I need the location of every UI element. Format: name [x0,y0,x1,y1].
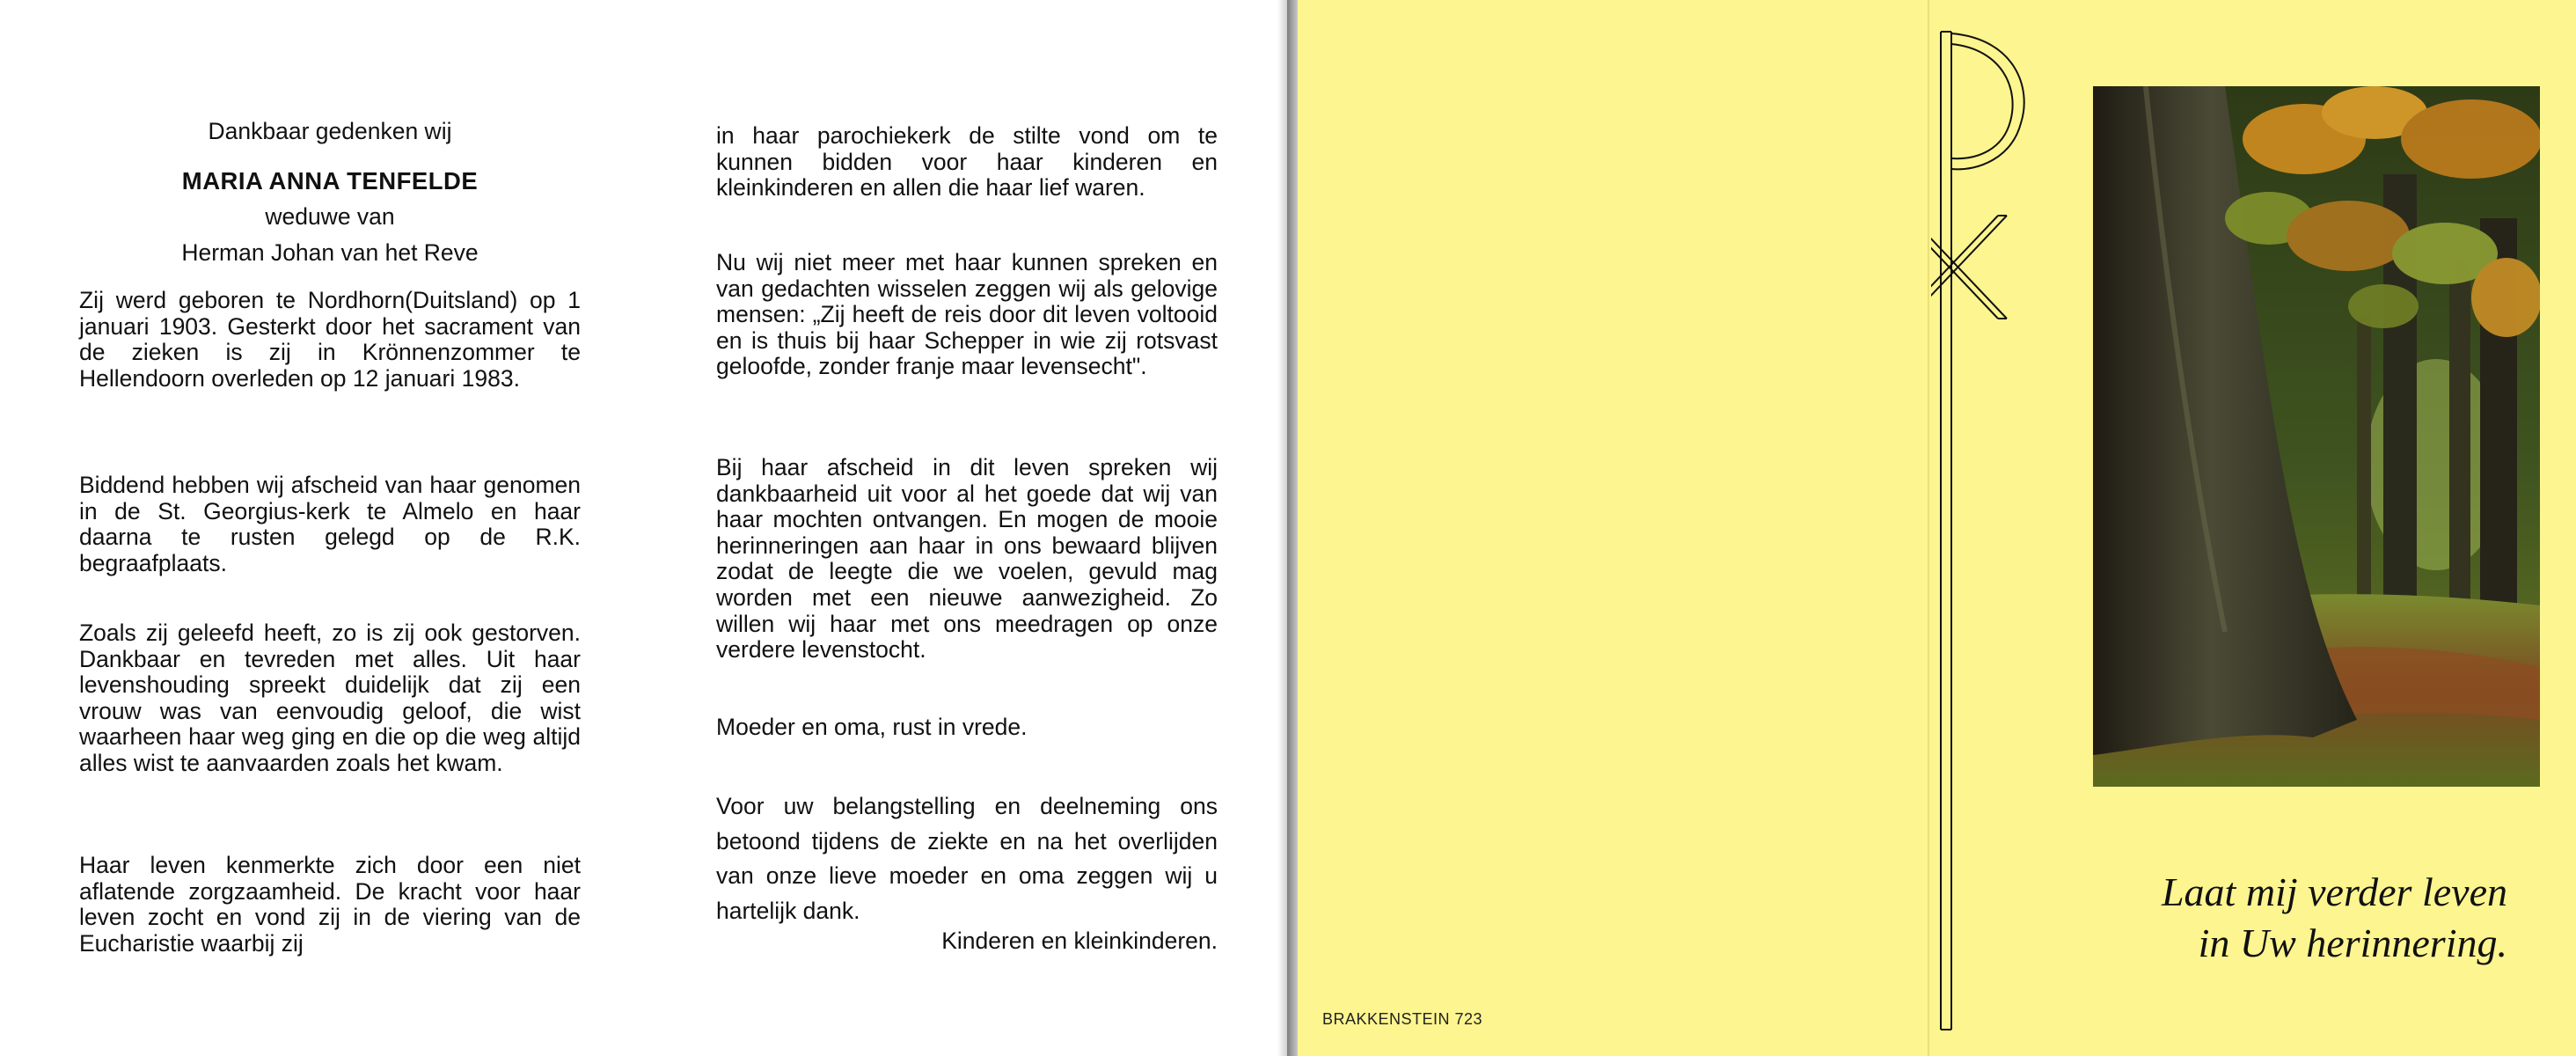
card-divider [1287,0,1298,1056]
verse-line-2: in Uw herinnering. [2198,920,2507,965]
spouse-name: Herman Johan van het Reve [181,239,479,266]
rest-in-peace-text: Moeder en oma, rust in vrede. [716,714,1028,740]
church-paragraph: in haar parochiekerk de stilte vond om te kunnen bidden voor haar kinderen en kleinkinderen en allen die haar lief waren. [716,122,1218,202]
intro-text: Dankbaar gedenken wij [208,118,452,144]
gratitude-paragraph: Bij haar afscheid in dit leven spreken wij dankbaarheid uit voor al het goede dat wij van haar mochten ontvangen. En mogen de mooie herinneringen aan haar in ons bewaard blijven zodat de leegte die we voelen, gevuld mag worden met een nieuwe aanwezigheid. Zo willen wij haar met ons meedragen op onze verdere levenstocht. [716,454,1218,664]
cover-page [1298,0,2576,1056]
publisher-code: BRAKKENSTEIN 723 [1322,1010,1483,1028]
thanks-paragraph: Voor uw belangstelling en deelneming ons betoond tijdens de ziekte en na het overlijden van onze lieve moeder en oma zeggen wij u hartelijk dank. [716,793,1218,924]
birth-death-paragraph: Zij werd geboren te Nordhorn(Duitsland) op 1 januari 1903. Gesterkt door het sacrament van de zieken is zij in Krönnenzommer te Hellendoorn overleden op 12 januari 1983. [79,287,581,392]
forest-trees-autumn-photo [2093,86,2540,787]
memorial-verse [1966,867,2507,969]
signature-text: Kinderen en kleinkinderen. [941,928,1218,954]
inside-page [0,0,1287,1056]
funeral-paragraph: Biddend hebben wij afscheid van haar genomen in de St. Georgius-kerk te Almelo en haar daarna te rusten gelegd op de R.K. begraafplaats. [79,472,581,576]
farewell-quote-paragraph: Nu wij niet meer met haar kunnen spreken en van gedachten wisselen zeggen wij als gelovige mensen: „Zij heeft de reis door dit leven voltooid en is thuis bij haar Schepper in wie zij rotsvast geloofde, zonder franje maar levensecht". [716,249,1218,380]
deceased-name: MARIA ANNA TENFELDE [181,167,479,194]
relation-text: weduwe van [265,203,395,230]
life-paragraph: Zoals zij geleefd heeft, zo is zij ook gestorven. Dankbaar en tevreden met alles. Uit haar levenshouding spreekt duidelijk dat zij een vrouw was van eenvoudig geloof, die wist waarheen haar weg ging en die op die weg altijd alles wist te aanvaarden zoals het kwam. [79,620,581,776]
cover-fold-line [1928,0,1929,1056]
verse-line-1: Laat mij verder leven [2161,869,2507,914]
inside-fold-shadow [1277,0,1287,1056]
care-paragraph: Haar leven kenmerkte zich door een niet aflatende zorgzaamheid. De kracht voor haar leven zocht en vond zij in de viering van de Eucharistie waarbij zij [79,852,581,957]
